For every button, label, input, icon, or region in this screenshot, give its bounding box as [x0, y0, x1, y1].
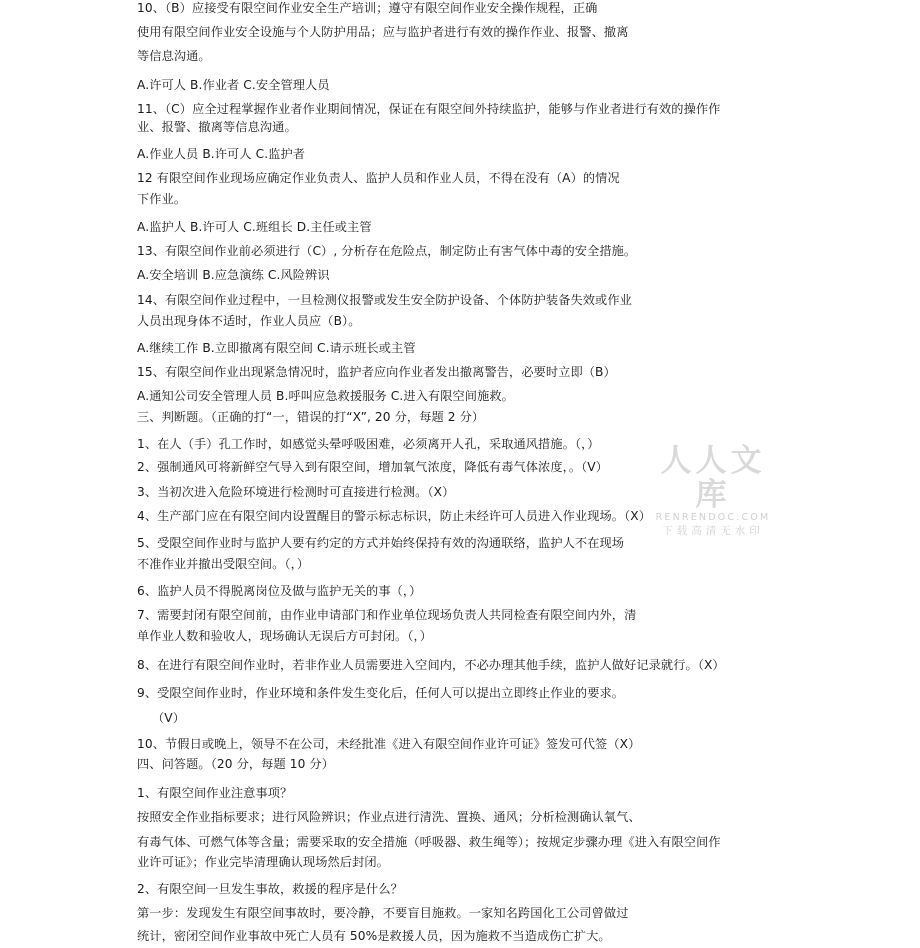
- text-line: 1、在人（手）孔工作时，如感觉头晕呼吸困难，必须离开人孔，采取通风措施。（，）: [137, 437, 600, 451]
- text-line: 12 有限空间作业现场应确定作业负责人、监护人员和作业人员，不得在没有（A）的情况: [137, 171, 620, 185]
- text-line: 使用有限空间作业安全设施与个人防护用品；应与监护者进行有效的操作作业、报警、撤离: [137, 25, 629, 39]
- text-line: 9、受限空间作业时，作业环境和条件发生变化后，任何人可以提出立即终止作业的要求。: [137, 686, 625, 700]
- text-line: 人员出现身体不适时，作业人员应（B）。: [137, 314, 361, 328]
- text-line: 14、有限空间作业过程中，一旦检测仪报警或发生安全防护设备、个体防护装备失效或作业: [137, 293, 632, 307]
- text-line: 11、（C）应全过程掌握作业者作业期间情况，保证在有限空间外持续监护，能够与作业者进行有效的操作作: [137, 102, 721, 116]
- watermark-domain: RENRENDOC.COM: [655, 512, 771, 523]
- text-line: 10、节假日或晚上，领导不在公司，未经批准《进入有限空间作业许可证》签发可代签（X）: [137, 737, 641, 751]
- text-line: 1、有限空间作业注意事项？: [137, 786, 293, 800]
- text-line: 统计，密闭空间作业事故中死亡人员有 50%是救援人员，因为施救不当造成伤亡扩大。: [137, 929, 611, 943]
- watermark: [648, 444, 778, 538]
- text-line: 8、在进行有限空间作业时，若非作业人员需要进入空间内，不必办理其他手续，监护人做好记录就行。（X）: [137, 658, 725, 672]
- text-line: 13、有限空间作业前必须进行（C）, 分析存在危险点，制定防止有害气体中毒的安全措施。: [137, 244, 637, 258]
- watermark-subtitle: 下载高清无水印: [662, 525, 764, 537]
- text-line: 2、有限空间一旦发生事故，救援的程序是什么？: [137, 882, 403, 896]
- text-line: （V）: [152, 711, 186, 725]
- text-line: 不准作业并撤出受限空间。（，）: [137, 557, 310, 571]
- text-line: A.安全培训 B.应急演练 C.风险辨识: [137, 268, 330, 282]
- section-heading: 三、判断题。（正确的打“一，错误的打“X”, 20 分，每题 2 分）: [137, 410, 485, 424]
- text-line: 5、受限空间作业时与监护人要有约定的方式并始终保持有效的沟通联络，监护人不在现场: [137, 536, 625, 550]
- text-line: 15、有限空间作业出现紧急情况时，监护者应向作业者发出撤离警告，必要时立即（B）: [137, 365, 616, 379]
- text-line: A.继续工作 B.立即撤离有限空间 C.请示班长或主管: [137, 341, 416, 355]
- text-line: 业许可证》；作业完毕清理确认现场然后封闭。: [137, 855, 389, 869]
- text-line: A.通知公司安全管理人员 B.呼叫应急救援服务 C.进入有限空间施救。: [137, 389, 514, 403]
- text-line: A.许可人 B.作业者 C.安全管理人员: [137, 78, 330, 92]
- text-line: 单作业人数和验收人，现场确认无误后方可封闭。（，）: [137, 629, 432, 643]
- text-line: 10、（B）应接受有限空间作业安全生产培训；遵守有限空间作业安全操作规程，正确: [137, 1, 598, 15]
- text-line: 业、报警、撤离等信息沟通。: [137, 120, 297, 134]
- watermark-title: 人人文库: [660, 443, 766, 513]
- text-line: 3、当初次进入危险环境进行检测时可直接进行检测。（X）: [137, 485, 455, 499]
- text-line: A.监护人 B.许可人 C.班组长 D.主任或主管: [137, 220, 372, 234]
- text-line: 7、需要封闭有限空间前，由作业申请部门和作业单位现场负责人共同检查有限空间内外，清: [137, 608, 637, 622]
- section-heading: 四、问答题。（20 分，每题 10 分）: [137, 757, 334, 771]
- text-line: 第一步：发现发生有限空间事故时，要冷静，不要盲目施救。一家知名跨国化工公司曾做过: [137, 906, 629, 920]
- text-line: 6、监护人员不得脱离岗位及做与监护无关的事（，）: [137, 584, 422, 598]
- text-line: 4、生产部门应在有限空间内设置醒目的警示标志标识，防止未经许可人员进入作业现场。（X）: [137, 509, 651, 523]
- text-line: 有毒气体、可燃气体等含量；需要采取的安全措施（呼吸器、救生绳等）；按规定步骤办理《进入有限空间作: [137, 835, 721, 849]
- text-line: 等信息沟通。: [137, 49, 211, 63]
- text-line: 下作业。: [137, 192, 187, 206]
- text-line: A.作业人员 B.许可人 C.监护者: [137, 147, 306, 161]
- text-line: 按照安全作业指标要求；进行风险辨识；作业点进行清洗、置换、通风；分析检测确认氧气、: [137, 810, 641, 824]
- text-line: 2、强制通风可将新鲜空气导入到有限空间，增加氧气浓度，降低有毒气体浓度，。（V）: [137, 460, 609, 474]
